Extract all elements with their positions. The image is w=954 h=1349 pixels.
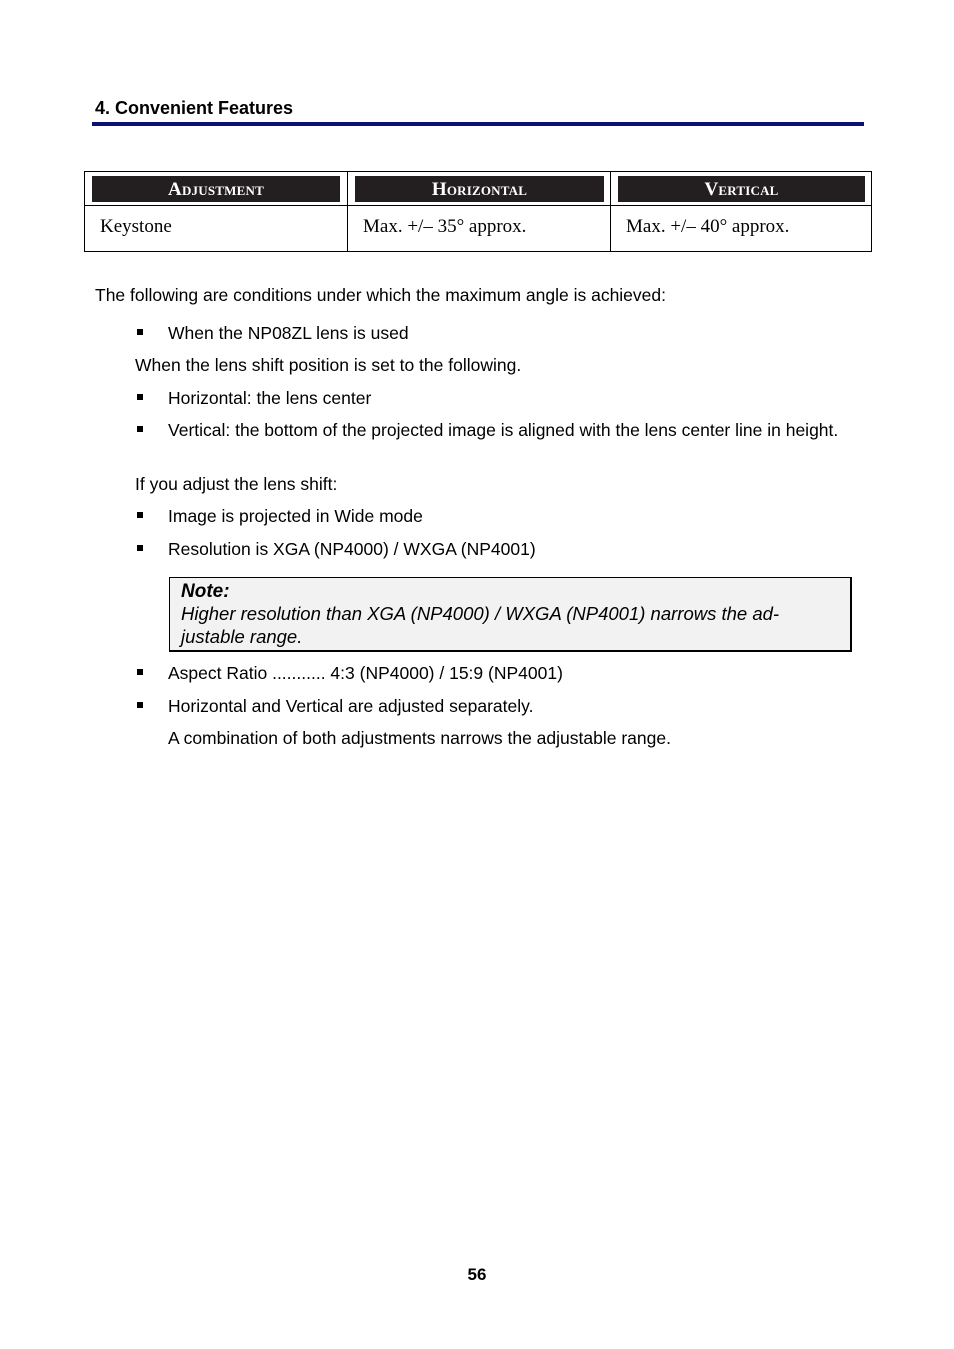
table-header-divider	[85, 205, 871, 206]
section-title: 4. Convenient Features	[95, 98, 294, 118]
bullet-marker	[137, 669, 143, 675]
page-number: 56	[467, 1265, 487, 1284]
bullet-marker	[137, 545, 143, 551]
header-rule	[92, 122, 864, 126]
note-title: Note:	[181, 581, 230, 602]
bullet-marker	[137, 426, 143, 432]
bullet-resolution: Resolution is XGA (NP4000) / WXGA (NP4001)	[168, 539, 536, 559]
adjust-intro: If you adjust the lens shift:	[135, 474, 338, 494]
note-text: Higher resolution than XGA (NP4000) / WXGA (NP4001) narrows the ad-justable range.	[181, 603, 780, 647]
combination-note: A combination of both adjustments narrows the adjustable range.	[168, 728, 671, 748]
note-box	[169, 577, 852, 652]
table-header-vertical: Vertical	[618, 176, 865, 202]
table-header-adjustment: Adjustment	[92, 176, 340, 202]
bullet-separate: Horizontal and Vertical are adjusted separately.	[168, 696, 534, 716]
table-column-horizontal	[347, 172, 611, 251]
table-cell-adjustment: Keystone	[100, 216, 172, 237]
table-cell-horizontal: Max. +/– 35° approx.	[363, 216, 527, 237]
bullet-aspect-ratio: Aspect Ratio ........... 4:3 (NP4000) / 15:9 (NP4001)	[168, 663, 563, 683]
bullet-horizontal: Horizontal: the lens center	[168, 388, 372, 408]
table-column-adjustment	[85, 172, 347, 251]
bullet-marker	[137, 512, 143, 518]
lens-shift-intro: When the lens shift position is set to the following.	[135, 355, 522, 375]
table-column-vertical	[610, 172, 872, 251]
table-header-horizontal: Horizontal	[355, 176, 604, 202]
keystone-table	[84, 171, 872, 252]
bullet-marker	[137, 329, 143, 335]
bullet-wide-mode: Image is projected in Wide mode	[168, 506, 423, 526]
bullet-marker	[137, 394, 143, 400]
intro-paragraph: The following are conditions under which the maximum angle is achieved:	[95, 285, 666, 305]
table-cell-vertical: Max. +/– 40° approx.	[626, 216, 790, 237]
bullet-vertical: Vertical: the bottom of the projected image is aligned with the lens center line in height.	[168, 420, 839, 440]
bullet-marker	[137, 702, 143, 708]
bullet-lens: When the NP08ZL lens is used	[168, 323, 409, 343]
